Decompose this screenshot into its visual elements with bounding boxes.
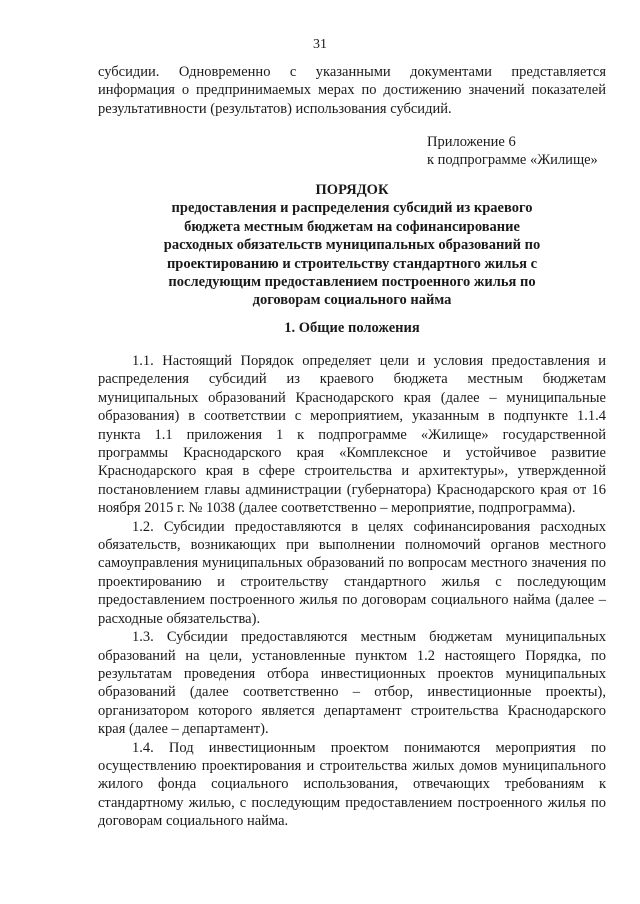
title-line: проектированию и строительству стандартного жилья с (166, 255, 538, 272)
appendix-number: Приложение 6 (427, 134, 516, 150)
appendix-subprogram: к подпрограмме «Жилище» (427, 152, 598, 169)
paragraph-1-2: 1.2. Субсидии предоставляются в целях софинансирования расходных обязательств, возникающих при выполнении полномочий органов местного самоуправления муниципальных образований по вопросам местного значения по проектированию и строительству стандартного жилья с последующим предоставлением построенного жилья по договорам социального найма (далее – расходные обязательства). (98, 518, 606, 627)
page-number: 31 (313, 37, 327, 52)
paragraph-text: субсидии. Одновременно с указанными документами представляется информация о предпринимаемых мерах по достижению значений показателей результативности (результатов) использования субсидий. (98, 64, 606, 117)
section-heading: 1. Общие положения (284, 320, 420, 336)
paragraph-1-3: 1.3. Субсидии предоставляются местным бюджетам муниципальных образований на цели, установленные пунктом 1.2 настоящего Порядка, по результатам проведения отбора инвестиционных проектов муниципальных образований (далее соответственно – отбор, инвестиционные проекты), организатором которого является департамент строительства Краснодарского края (далее – департамент). (98, 629, 606, 738)
title-line: последующим предоставлением построенного жилья по (168, 274, 536, 291)
appendix-label (427, 133, 598, 170)
title-heading: ПОРЯДОК (315, 182, 389, 198)
paragraph-1-1: 1.1. Настоящий Порядок определяет цели и условия предоставления и распределения субсидий из краевого бюджета местным бюджетам муниципальных образований Краснодарского края (далее – муниципальные образования) в соответствии с мероприятием, указанным в подпункте 1.1.4 пункта 1.1 приложения 1 к подпрограмме «Жилище» государственной программы Краснодарского края «Комплексное и устойчивое развитие Краснодарского края в сфере строительства и архитектуры», утвержденной постановлением главы администрации (губернатора) Краснодарского края от 16 ноября 2015 г. № 1038 (далее соответственно – мероприятие, подпрограмма). (98, 353, 606, 517)
title-line: договорам социального найма (252, 292, 452, 309)
title-line: расходных обязательств муниципальных образований по (163, 237, 541, 254)
paragraph-1-4: 1.4. Под инвестиционным проектом понимаются мероприятия по осуществлению проектирования и строительства жилых домов муниципального жилого фонда социального использования, отвечающих требованиям к стандартному жилью, с последующим предоставлением построенного жилья по договорам социального найма. (98, 739, 606, 830)
continuation-paragraph (98, 63, 606, 118)
document-title (98, 181, 606, 310)
section-body (98, 352, 606, 831)
title-line: бюджета местным бюджетам на софинансирование (184, 218, 520, 235)
title-line: предоставления и распределения субсидий из краевого (171, 200, 533, 217)
